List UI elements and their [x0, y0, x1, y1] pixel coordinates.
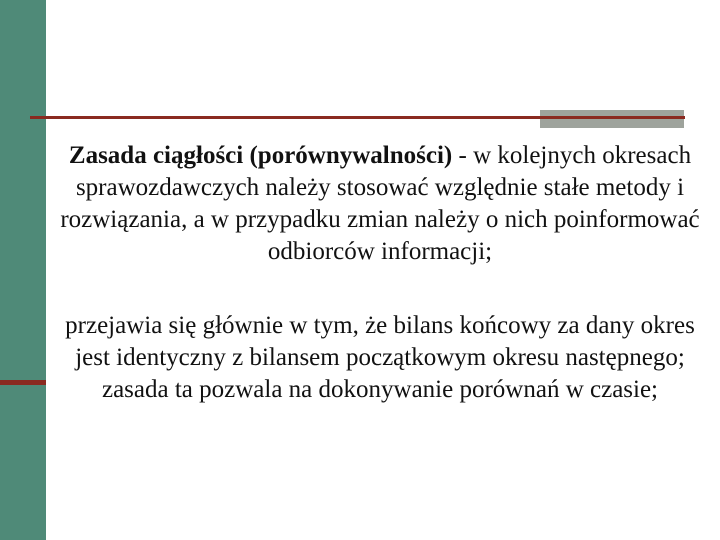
top-decorative-block: [540, 110, 684, 128]
paragraph-explanation: przejawia się głównie w tym, że bilans końcowy za dany okres jest identyczny z bilansem początkowym okresu następnego; zasada ta pozwala na dokonywanie porównań w czasie;: [65, 312, 695, 403]
slide-content: [60, 140, 700, 406]
paragraph-principle: [60, 140, 700, 268]
principle-title: Zasada ciągłości (porównywalności): [68, 142, 453, 169]
left-sidebar-bar: [0, 0, 46, 540]
principle-description: - w kolejnych okresach sprawozdawczych należy stosować względnie stałe metody i rozwiązania, a w przypadku zmian należy o nich poinformować odbiorców informacji;: [60, 142, 700, 265]
left-sidebar-accent-line: [0, 380, 46, 385]
top-block-divider-line: [540, 116, 684, 119]
